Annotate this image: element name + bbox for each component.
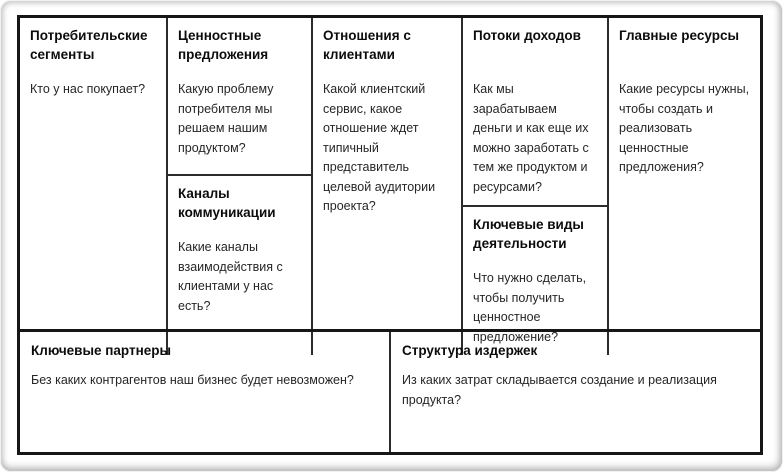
cell-head-communication-channels [178,184,301,238]
cost-structure-question: Из каких затрат складывается создание и реализация продукта? [402,373,717,407]
column-key-resources [607,18,760,355]
cell-head-cost-structure [402,341,749,371]
value-propositions-title: Ценностные предложения [178,28,269,62]
cell-key-resources [609,18,760,186]
cell-customer-relationships [313,18,461,225]
communication-channels-question: Какие каналы взаимодействия с клиентами у нас есть? [178,240,283,313]
column-customer-relationships [311,18,461,355]
customer-segments-title: Потребительские сегменты [30,28,148,62]
canvas-top-section [20,18,760,344]
business-model-canvas [17,15,763,455]
key-partners-question: Без каких контрагентов наш бизнес будет невозможен? [31,373,354,387]
canvas-bottom-section [20,329,760,452]
cell-head-revenue-streams [473,26,597,80]
cell-head-key-activities [473,215,597,269]
cell-head-key-resources [619,26,750,80]
cell-value-propositions [168,18,311,174]
cell-revenue-streams [463,18,607,205]
cell-customer-segments [20,18,166,108]
key-activities-question: Что нужно сделать, чтобы получить ценностное предложение? [473,271,587,344]
cost-structure-title: Структура издержек [402,343,538,358]
communication-channels-title: Каналы коммуникации [178,186,276,220]
cell-head-customer-relationships [323,26,451,80]
column-revenue-streams [461,18,607,355]
cell-key-partners [20,332,389,452]
key-resources-title: Главные ресурсы [619,28,740,43]
cell-head-customer-segments [30,26,156,80]
cell-head-key-partners [31,341,378,371]
key-activities-title: Ключевые виды деятельности [473,217,584,251]
key-resources-question: Какие ресурсы нужны, чтобы создать и реализовать ценностные предложения? [619,82,750,174]
revenue-streams-title: Потоки доходов [473,28,581,43]
key-partners-title: Ключевые партнеры [31,343,172,358]
cell-communication-channels [168,174,311,355]
value-propositions-question: Какую проблему потребителя мы решаем нашим продуктом? [178,82,274,155]
cell-cost-structure [389,332,760,452]
cell-head-value-propositions [178,26,301,80]
customer-relationships-title: Отношения с клиентами [323,28,411,62]
customer-relationships-question: Какой клиентский сервис, какое отношение ждет типичный представитель целевой аудитории проекта? [323,82,436,213]
column-customer-segments [20,18,166,355]
customer-segments-question: Кто у нас покупает? [30,82,146,96]
column-value-propositions [166,18,311,355]
revenue-streams-question: Как мы зарабатываем деньги и как еще их можно заработать с тем же продуктом и ресурсами? [473,82,589,194]
